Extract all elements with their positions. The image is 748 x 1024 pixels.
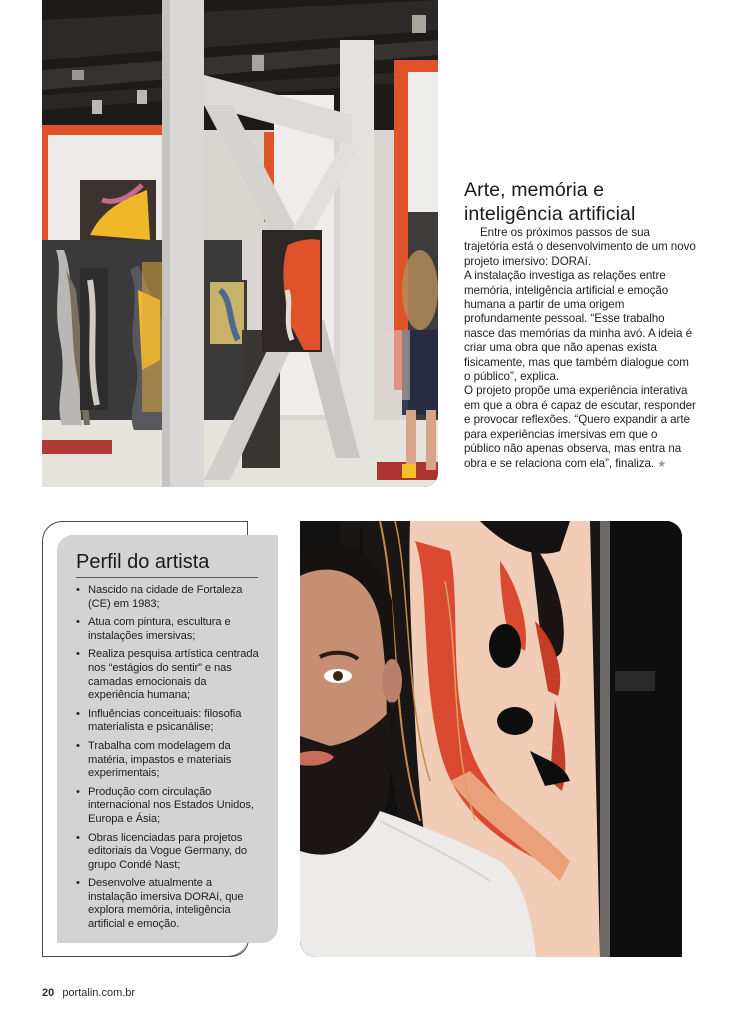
profile-item <box>76 832 260 873</box>
profile-item <box>76 584 260 611</box>
bullet-icon: • <box>76 707 80 720</box>
profile-item <box>76 616 260 643</box>
profile-item-text: Nascido na cidade de Fortaleza (CE) em 1983; <box>88 584 243 610</box>
profile-item <box>76 786 260 827</box>
profile-item <box>76 877 260 931</box>
article-title-line1: Arte, memória e <box>464 179 605 201</box>
bullet-icon: • <box>76 785 80 798</box>
profile-title: Perfil do artista <box>76 549 258 578</box>
bullet-icon: • <box>76 739 80 752</box>
profile-item-text: Influências conceituais: filosofia materialista e psicanálise; <box>88 707 242 734</box>
portrait-photo-illustration <box>300 521 682 957</box>
profile-item-text: Atua com pintura, escultura e instalações imersivas; <box>88 616 231 642</box>
profile-item-text: Desenvolve atualmente a instalação imersiva DORAí, que explora memória, inteligência artificial e emoção. <box>88 877 244 931</box>
end-star-icon: ★ <box>657 458 667 470</box>
profile-item <box>76 708 260 735</box>
article-paragraph-2: A instalação investiga as relações entre memória, inteligência artificial e emoção humana a partir de uma origem profundamente pessoal. “Esse trabalho nasce das memórias da minha avó. A ideia é criar uma obra que não apenas exista fisicamente, mas que também dialogue com o público”, explica. <box>464 269 692 384</box>
article-section <box>464 178 696 472</box>
gallery-photo-illustration <box>42 0 438 487</box>
artist-portrait-photo <box>300 521 682 957</box>
article-title <box>464 178 696 226</box>
article-paragraph-3-text: O projeto propõe uma experiência interativa em que a obra é capaz de escutar, responder e provocar reflexões. “Quero expandir a arte para experiências imersivas em que o público não apenas observa, mas entra na obra e se relaciona com ela”, finaliza. <box>464 384 696 470</box>
artist-profile-box <box>57 535 278 943</box>
profile-item-text: Realiza pesquisa artística centrada nos “estágios do sentir” e nas camadas emocionais da experiência humana; <box>88 648 259 702</box>
article-paragraph-3 <box>464 384 696 471</box>
site-url: portalin.com.br <box>62 987 136 999</box>
profile-item-text: Obras licenciadas para projetos editoriais da Vogue Germany, do grupo Condé Nast; <box>88 831 248 871</box>
bullet-icon: • <box>76 616 80 629</box>
bullet-icon: • <box>76 831 80 844</box>
profile-item-text: Produção com circulação internacional nos Estados Unidos, Europa e Ásia; <box>88 785 254 825</box>
article-title-line2: inteligência artificial <box>464 203 636 225</box>
gallery-photo <box>42 0 438 487</box>
bullet-icon: • <box>76 648 80 661</box>
profile-list <box>76 584 260 932</box>
profile-item <box>76 648 260 702</box>
page-number: 20 <box>42 987 55 999</box>
profile-item-text: Trabalha com modelagem da matéria, impastos e materiais experimentais; <box>88 739 232 780</box>
profile-item <box>76 740 260 781</box>
page-footer <box>42 987 135 999</box>
bullet-icon: • <box>76 584 80 596</box>
bullet-icon: • <box>76 877 80 890</box>
article-paragraph-1: Entre os próximos passos de sua trajetória está o desenvolvimento de um novo projeto imersivo: DORAí. <box>464 226 696 268</box>
